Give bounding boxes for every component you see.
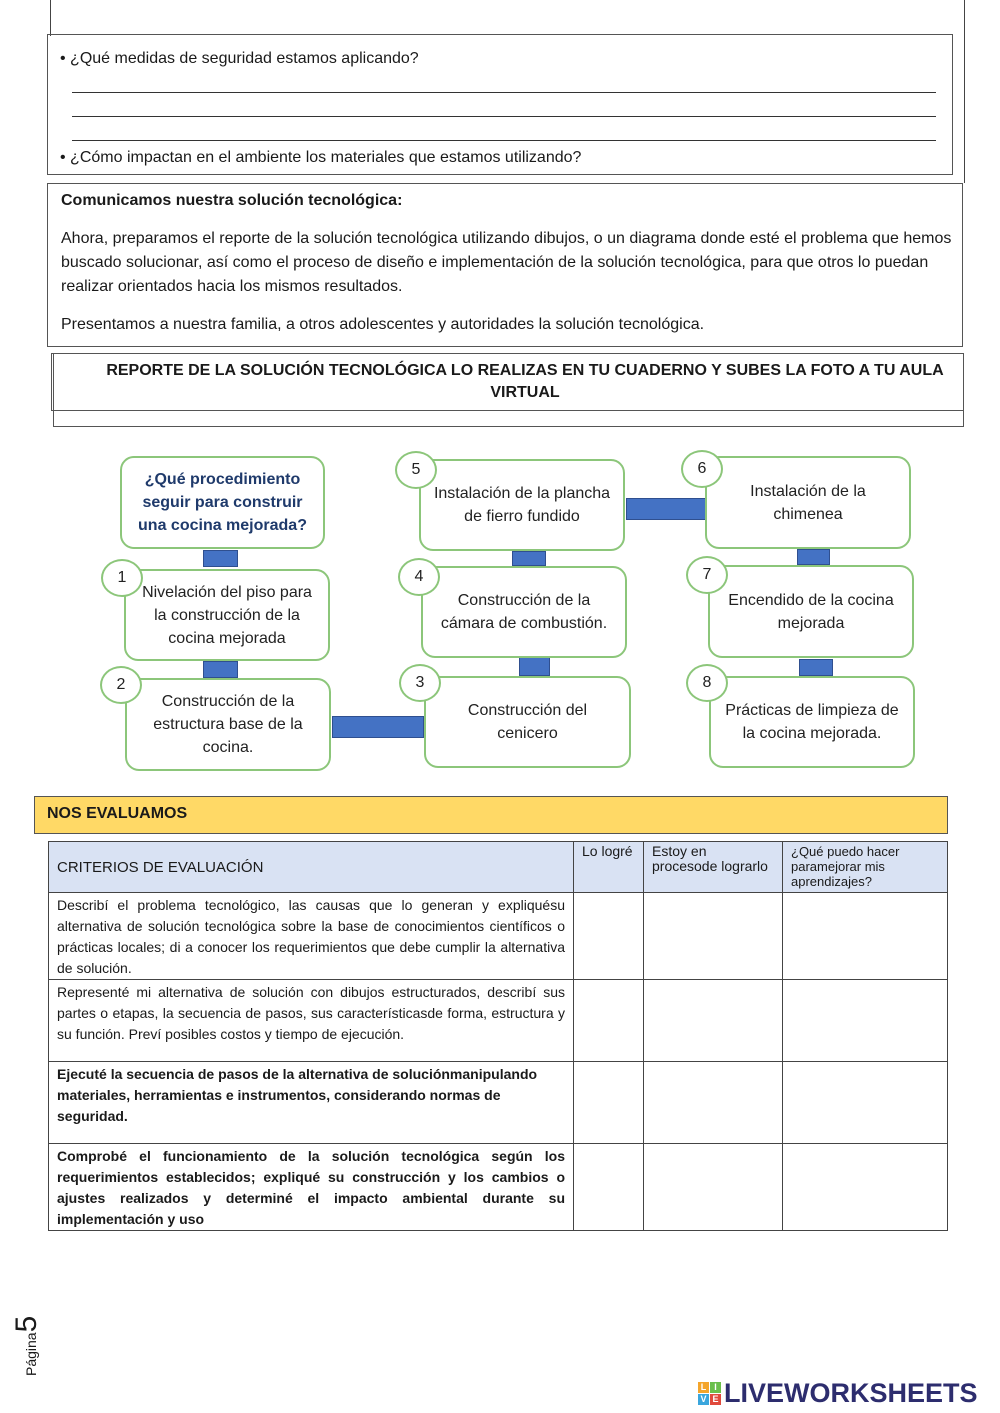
header-achieved: Lo logré (574, 842, 644, 893)
achieved-cell-1[interactable] (574, 893, 644, 980)
evaluation-row (49, 1144, 948, 1231)
header-improve: ¿Qué puedo hacer paramejorar mis aprendizajes? (783, 842, 948, 893)
header-criteria: CRITERIOS DE EVALUACIÓN (49, 842, 574, 893)
communicate-heading: Comunicamos nuestra solución tecnológica: (61, 192, 403, 209)
frame-left-line (50, 0, 51, 36)
page-number-value: 5 (10, 1315, 43, 1333)
liveworksheets-logo[interactable] (698, 1377, 978, 1408)
step-text-6: Instalación de la chimenea (750, 482, 866, 523)
security-question-1: • ¿Qué medidas de seguridad estamos aplicando? (60, 50, 419, 67)
step-text-4: Construcción de la cámara de combustión. (440, 592, 608, 632)
evaluation-header-row (49, 842, 948, 893)
improve-cell-4[interactable] (783, 1144, 948, 1231)
answer-line-3[interactable] (72, 140, 936, 141)
step-node-1 (124, 569, 330, 661)
improve-cell-3[interactable] (783, 1062, 948, 1144)
step-node-3 (424, 676, 631, 768)
connector-2-3 (332, 716, 424, 738)
in-process-cell-2[interactable] (644, 980, 783, 1062)
in-process-cell-4[interactable] (644, 1144, 783, 1231)
report-line-2: VIRTUAL (490, 384, 560, 401)
security-question-2-text: ¿Cómo impactan en el ambiente los materiales que estamos utilizando? (70, 149, 582, 166)
diagram-question-node: ¿Qué procedimiento seguir para construir una cocina mejorada? (120, 456, 325, 549)
step-node-2 (125, 678, 331, 771)
step-text-7: Encendido de la cocina mejorada (728, 591, 894, 632)
step-number-3: 3 (399, 664, 441, 702)
logo-letter-i: I (710, 1382, 721, 1393)
criterion-2: Representé mi alternativa de solución con dibujos estructurados, describí sus partes o etapas, la secuencia de pasos, sus característicasde forma, estructura y su función. Preví posibles costos y tiempo de ejecución. (49, 980, 574, 1062)
improve-cell-1[interactable] (783, 893, 948, 980)
page-number (12, 1276, 44, 1376)
step-text-8: Prácticas de limpieza de la cocina mejorada. (725, 702, 899, 742)
communicate-paragraph-1: Ahora, preparamos el reporte de la solución tecnológica utilizando dibujos, o un diagrama donde esté el problema que hemos buscado solucionar, así como el proceso de diseño e implementación de la solución tecnológica, para que otros lo puedan realizar orientados hacia los mismos resultados. (61, 230, 952, 295)
in-process-cell-1[interactable] (644, 893, 783, 980)
connector-1-2 (203, 661, 238, 678)
step-node-8 (709, 676, 915, 768)
in-process-cell-3[interactable] (644, 1062, 783, 1144)
evaluation-table (48, 841, 948, 1231)
evaluation-row (49, 980, 948, 1062)
answer-line-2[interactable] (72, 116, 936, 117)
report-line-1: REPORTE DE LA SOLUCIÓN TECNOLÓGICA LO REALIZAS EN TU CUADERNO Y SUBES LA FOTO A TU AULA (106, 362, 944, 379)
answer-line-1[interactable] (72, 92, 936, 93)
logo-letter-l: L (698, 1382, 709, 1393)
communicate-paragraph-2: Presentamos a nuestra familia, a otros adolescentes y autoridades la solución tecnológica. (61, 316, 705, 333)
step-node-6 (705, 456, 911, 549)
step-number-1: 1 (101, 559, 143, 597)
criterion-1: Describí el problema tecnológico, las causas que lo generan y expliquésu alternativa de solución tecnológica sobre la base de conocimientos científicos o prácticas locales; di a conocer los requerimientos que debe cumplir la alternativa de solución. (49, 893, 574, 980)
logo-letter-e: E (710, 1394, 721, 1405)
step-text-5: Instalación de la plancha de fierro fundido (433, 485, 611, 525)
step-number-2: 2 (100, 666, 142, 704)
frame-right-line (964, 0, 965, 183)
evaluation-row (49, 1062, 948, 1144)
step-number-6: 6 (681, 450, 723, 488)
logo-icon (698, 1382, 721, 1405)
achieved-cell-4[interactable] (574, 1144, 644, 1231)
step-text-2: Construcción de la estructura base de la cocina. (153, 693, 303, 756)
improve-cell-2[interactable] (783, 980, 948, 1062)
step-number-7: 7 (686, 556, 728, 594)
logo-letter-v: V (698, 1394, 709, 1405)
step-text-1: Nivelación del piso para la construcción de la cocina mejorada (142, 583, 312, 647)
connector-4-5 (512, 551, 546, 566)
connector-3-4 (519, 657, 550, 676)
connector-q-1 (203, 550, 238, 567)
header-in-process: Estoy en procesode lograrlo (644, 842, 783, 893)
step-number-8: 8 (686, 664, 728, 702)
evaluation-banner: NOS EVALUAMOS (34, 796, 948, 834)
achieved-cell-2[interactable] (574, 980, 644, 1062)
evaluation-row (49, 893, 948, 980)
connector-6-7 (797, 549, 830, 565)
report-instruction (100, 360, 950, 404)
step-number-4: 4 (398, 558, 440, 596)
security-question-2: • ¿Cómo impactan en el ambiente los materiales que estamos utilizando? (60, 149, 582, 166)
security-question-1-text: ¿Qué medidas de seguridad estamos aplicando? (70, 50, 419, 67)
step-text-3: Construcción del cenicero (467, 702, 588, 742)
criterion-3: Ejecuté la secuencia de pasos de la alternativa de soluciónmanipulando materiales, herramientas e instrumentos, considerando normas de seguridad. (49, 1062, 574, 1144)
connector-7-8 (799, 659, 833, 676)
brand-name: LIVEWORKSHEETS (724, 1377, 978, 1408)
criterion-4: Comprobé el funcionamiento de la solución tecnológica según los requerimientos establecidos; expliqué su construcción y los cambios o ajustes realizados y determiné el impacto ambiental durante su implementación y uso (49, 1144, 574, 1231)
step-node-5 (419, 459, 625, 551)
page-label: Página (23, 1332, 39, 1376)
step-node-7 (708, 565, 914, 658)
achieved-cell-3[interactable] (574, 1062, 644, 1144)
step-node-4 (421, 566, 627, 658)
connector-5-6 (626, 498, 706, 520)
step-number-5: 5 (395, 451, 437, 489)
